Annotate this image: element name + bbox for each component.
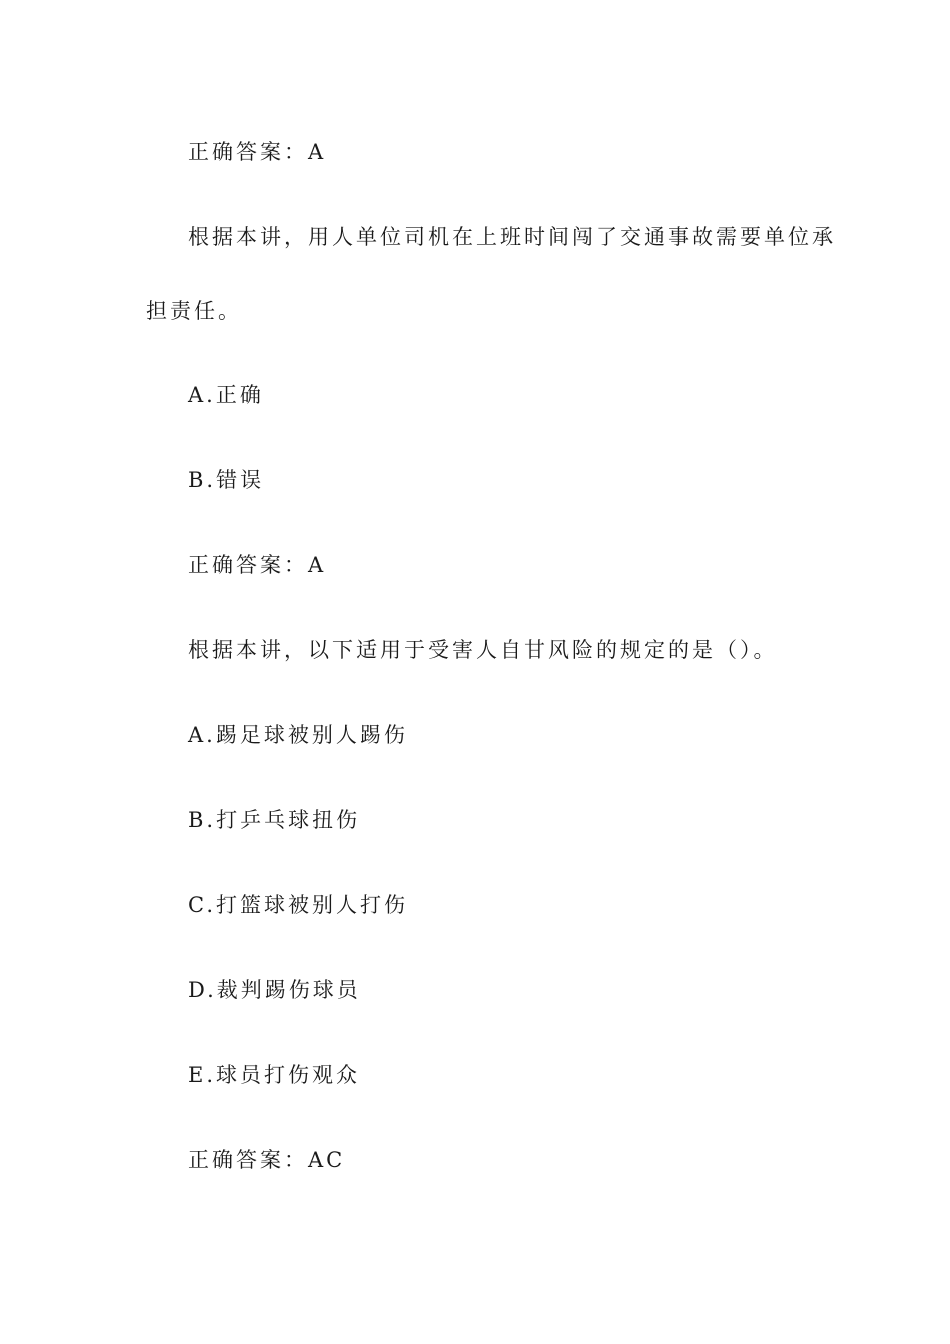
question-text: 根据本讲，用人单位司机在上班时间闯了交通事故需要单位承	[188, 225, 836, 249]
option-b: B.错误	[188, 468, 265, 492]
option-c: C.打篮球被别人打伤	[188, 893, 408, 917]
option-b: B.打乒乓球扭伤	[188, 808, 361, 832]
option-d: D.裁判踢伤球员	[188, 978, 361, 1002]
option-a: A.正确	[188, 383, 264, 407]
answer-text: 正确答案：AC	[188, 1148, 346, 1172]
answer-text: 正确答案：A	[188, 553, 327, 577]
answer-text: 正确答案：A	[188, 140, 327, 164]
question-text: 根据本讲，以下适用于受害人自甘风险的规定的是（）。	[188, 638, 778, 662]
question-text-continuation: 担责任。	[146, 299, 242, 323]
option-e: E.球员打伤观众	[188, 1063, 361, 1087]
option-a: A.踢足球被别人踢伤	[188, 723, 408, 747]
